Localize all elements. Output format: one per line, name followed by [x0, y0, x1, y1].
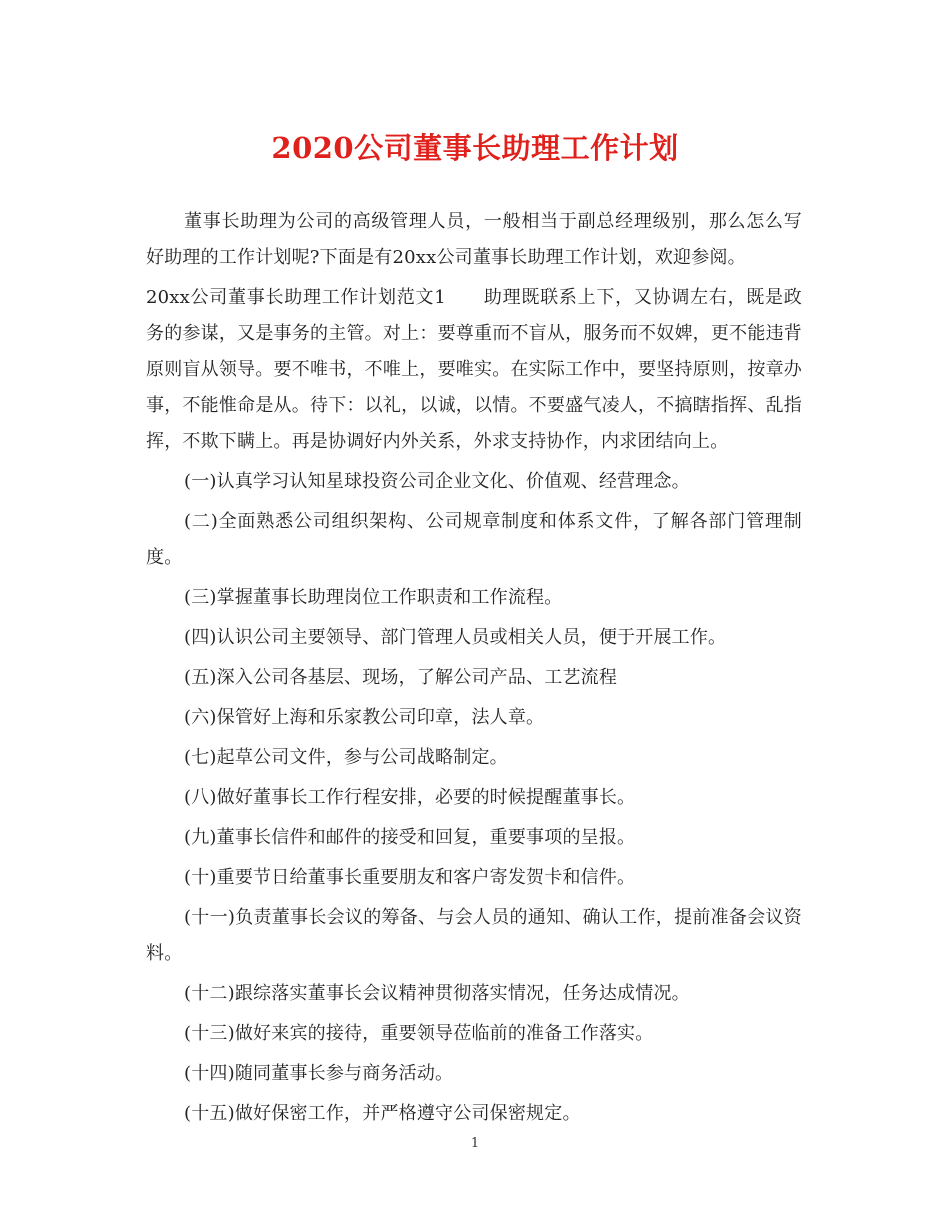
list-item: (十四)随同董事长参与商务活动。 [184, 1063, 454, 1084]
list-item: (二)全面熟悉公司组织架构、公司规章制度和体系文件，了解各部门管理制度。 [146, 511, 802, 568]
list-item: (十三)做好来宾的接待，重要领导莅临前的准备工作落实。 [184, 1023, 654, 1044]
list-item: (五)深入公司各基层、现场，了解公司产品、工艺流程 [184, 667, 618, 688]
list-item: (十五)做好保密工作，并严格遵守公司保密规定。 [184, 1103, 581, 1124]
list-item: (十)重要节日给董事长重要朋友和客户寄发贺卡和信件。 [184, 867, 636, 888]
intro-paragraph: 董事长助理为公司的高级管理人员，一般相当于副总经理级别，那么怎么写好助理的工作计划呢?下面是有20xx公司董事长助理工作计划，欢迎参阅。 [146, 211, 802, 268]
list-item: (八)做好董事长工作行程安排，必要的时候提醒董事长。 [184, 787, 636, 808]
list-item: (三)掌握董事长助理岗位工作职责和工作流程。 [184, 587, 563, 608]
list-item: (四)认识公司主要领导、部门管理人员或相关人员，便于开展工作。 [184, 627, 727, 648]
document-body [146, 204, 802, 1136]
list-item: (六)保管好上海和乐家教公司印章，法人章。 [184, 707, 545, 728]
list-item: (七)起草公司文件，参与公司战略制定。 [184, 747, 508, 768]
list-item: (九)董事长信件和邮件的接受和回复，重要事项的呈报。 [184, 827, 636, 848]
list-item: (十二)跟综落实董事长会议精神贯彻落实情况，任务达成情况。 [184, 983, 690, 1004]
section-paragraph: 20xx公司董事长助理工作计划范文1 助理既联系上下，又协调左右，既是政务的参谋，又是事务的主管。对上：要尊重而不盲从，服务而不奴婢，更不能违背原则盲从领导。要不唯书，不唯上，要唯实。在实际工作中，要坚持原则，按章办事，不能惟命是从。待下：以礼，以诚，以情。不要盛气凌人，不搞瞎指挥、乱指挥，不欺下瞒上。再是协调好内外关系，外求支持协作，内求团结向上。 [146, 287, 802, 452]
page-number: 1 [470, 1136, 480, 1151]
document-title: 2020公司董事长助理工作计划 [271, 131, 679, 165]
list-item: (十一)负责董事长会议的筹备、与会人员的通知、确认工作，提前准备会议资料。 [146, 907, 802, 964]
list-item: (一)认真学习认知星球投资公司企业文化、价值观、经营理念。 [184, 471, 690, 492]
